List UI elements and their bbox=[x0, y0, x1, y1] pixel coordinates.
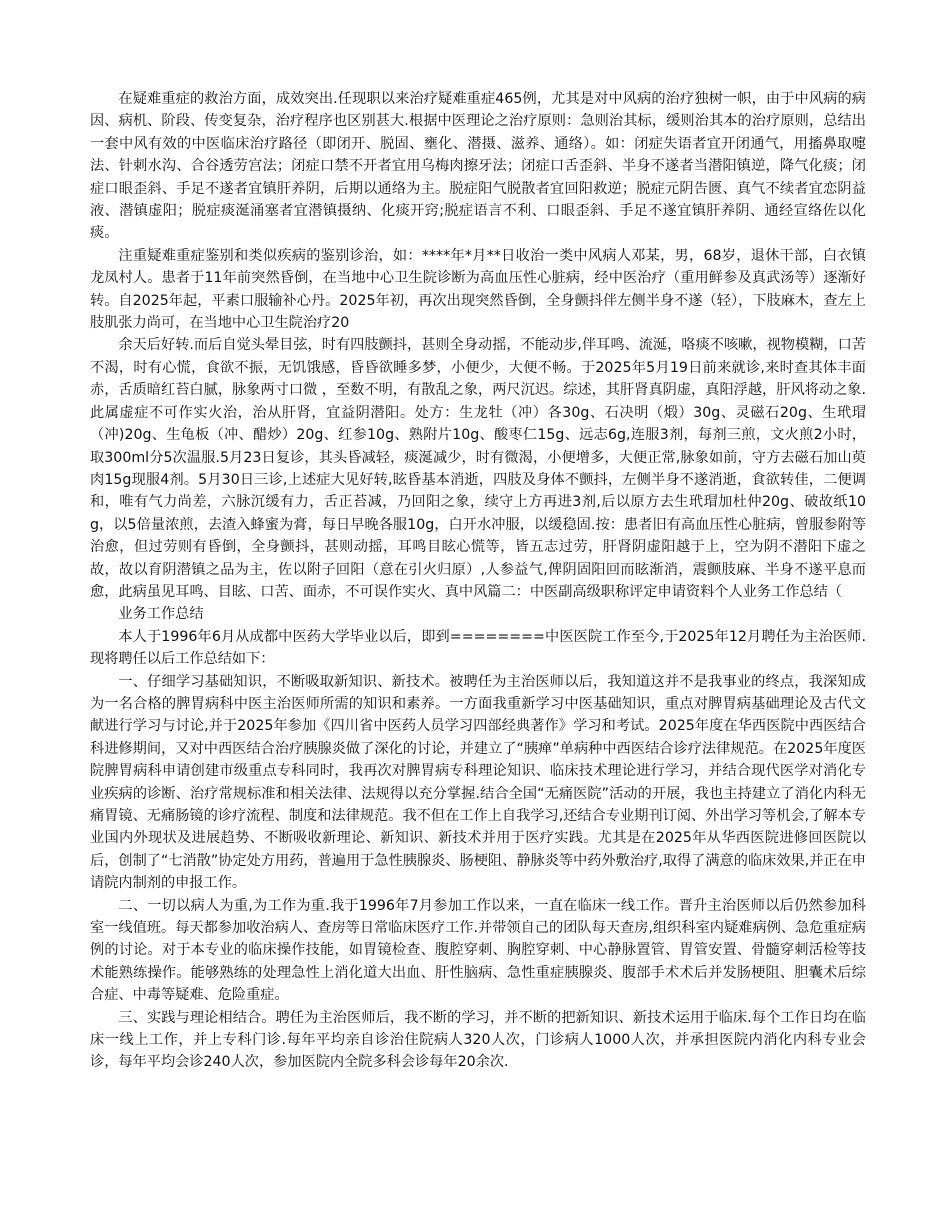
body-paragraph-2: 注重疑难重症鉴别和类似疾病的鉴别诊治，如：****年*月**日收治一类中风病人邓某，男，68岁，退休干部，白衣镇龙凤村人。患者于11年前突然昏倒，在当地中心卫生院诊断为高血压性心脏病，经中医治疗（重用鲜参及真武汤等）逐渐好转。自2025年起，平素口服输补心丹。2025年初，再次出现突然昏倒，全身颤抖伴左侧半身不遂（轻），下肢麻木，查左上肢肌张力尚可，在当地中心卫生院治疗20 bbox=[90, 247, 866, 332]
body-paragraph-1: 在疑难重症的救治方面，成效突出.任现职以来治疗疑难重症465例，尤其是对中风病的治疗独树一帜，由于中风病的病因、病机、阶段、传变复杂，治疗程序也区别甚大.根据中医理论之治疗原则：急则治其标，缓则治其本的治疗原则，总结出一套中风有效的中医临床治疗路径（即闭开、脱固、壅化、潜摄、滋养、通络）。如：闭症失语者宜开闭通气，用搐鼻取嚏法、针刺水沟、合谷透劳宫法；闭症口禁不开者宜用乌梅肉擦牙法；闭症口舌歪斜、半身不遂者当潜阳镇逆，降气化痰；闭症口眼歪斜、手足不遂者宜镇肝养阴，后期以通络为主。脱症阳气脱散者宜回阳救逆；脱症元阴告匮、真气不续者宜恋阴益液、潜镇虚阳；脱症痰涎涌塞者宜潜镇摄纳、化痰开窍;脱症语言不利、口眼歪斜、手足不遂宜镇肝养阴、通经宣络佐以化痰。 bbox=[90, 91, 866, 242]
section-title: 业务工作总结 bbox=[118, 606, 204, 623]
summary-intro-paragraph: 本人于1996年6月从成都中医药大学毕业以后，即到========中医医院工作至今,于2025年12月聘任为主治医师.现将聘任以后工作总结如下： bbox=[90, 628, 866, 668]
summary-paragraph-1: 一、仔细学习基础知识，不断吸取新知识、新技术。被聘任为主治医师以后，我知道这并不是我事业的终点，我深知成为一名合格的脾胃病科中医主治医师所需的知识和素养。一方面我重新学习中医基础知识，重点对脾胃病基础理论及古代文献进行学习与讨论,并于2025年参加《四川省中医药人员学习四部经典著作》学习和考试。2025年度在华西医院中西医结合科进修期间，又对中西医结合治疗胰腺炎做了深化的讨论，并建立了“胰瘅”单病种中西医结合诊疗法律规范。在2025年度医院脾胃病科申请创建市级重点专科同时，我再次对脾胃病专科理论知识、临床技术理论进行学习，并结合现代医学对消化专业疾病的诊断、治疗常规标准和相关法律、法规得以充分掌握.结合全国“无痛医院”活动的开展，我也主持建立了消化内科无痛胃镜、无痛肠镜的诊疗流程、制度和法律规范。我不但在工作上自我学习,还结合专业期刊订阅、外出学习等机会,了解本专业国内外现状及进展趋势、不断吸收新理论、新知识、新技术并用于医疗实践。尤其是在2025年从华西医院进修回医院以后，创制了“七消散”协定处方用药，普遍用于急性胰腺炎、肠梗阻、静脉炎等中药外敷治疗,取得了满意的临床效果,并正在申请院内制剂的申报工作。 bbox=[90, 673, 866, 892]
body-paragraph-3: 余天后好转.而后自觉头晕目弦，时有四肢颤抖，甚则全身动摇，不能动步,伴耳鸣、流涎，咯痰不咳嗽，视物模糊，口苦不渴，时有心慌，食欲不振，无饥饿感，昏昏欲睡多梦，小便少，大便不畅。于2025年5月19日前来就诊,来时查其体丰面赤，舌质暗红苔白腻，脉象两寸口微 ，至数不明，有散乱之象，两尺沉迟。综述，其肝肾真阴虚，真阳浮越，肝风将动之象.此属虚症不可作实火治，治从肝肾，宜益阴潜阳。处方：生龙牡（冲）各30g、石决明（煅）30g、灵磁石20g、生玳瑁（冲)20g、生龟板（冲、醋炒）20g、红参10g、熟附片10g、酸枣仁15g、远志6g,连服3剂，每剂三煎，文火煎2小时，取300ml分5次温服.5月23日复诊，其头昏减轻，痰涎减少，时有微渴，小便增多，大便正常,脉象如前，守方去磁石加山萸肉15g现服4剂。5月30日三诊,上述症大见好转,眩昏基本消逝，四肢及身体不颤抖，左侧半身不遂消逝，食欲转佳，二便调和，唯有气力尚差，六脉沉缓有力，舌正苔减，乃回阳之象，续守上方再进3剂,后以原方去生玳瑁加杜仲20g、破故纸10g，以5倍量浓煎，去渣入蜂蜜为膏，每日早晚各服10g，白开水冲服，以缓稳固.按：患者旧有高血压性心脏病，曾服参附等治愈，但过劳则有昏倒，全身颤抖，甚则动摇，耳鸣目眩心慌等，皆五志过劳，肝肾阴虚阳越于上，空为阴不潜阳下虚之故，故以育阴潜镇之品为主，佐以附子回阳（意在引火归原）,人参益气,俾阴固阳回而眩渐消，震颤肢麻、半身不遂平息而愈，此病虽见耳鸣、目眩、口苦、面赤，不可误作实火、真中风篇二：中医副高级职称评定申请资料个人业务工作总结（ bbox=[90, 337, 866, 600]
summary-paragraph-2: 二、一切以病人为重,为工作为重.我于1996年7月参加工作以来，一直在临床一线工作。晋升主治医师以后仍然参加科室一线值班。每天都参加收治病人、查房等日常临床医疗工作.并带领自己的团队每天查房,组织科室内疑难病例、急危重症病例的讨论。对于本专业的临床操作技能，如胃镜检查、腹腔穿刺、胸腔穿刺、中心静脉置管、胃管安置、骨髓穿刺活检等技术能熟练操作。能够熟练的处理急性上消化道大出血、肝性脑病、急性重症胰腺炎、腹部手术术后并发肠梗阻、胆囊术后综合症、中毒等疑难、危险重症。 bbox=[90, 897, 866, 1004]
summary-paragraph-3: 三、实践与理论相结合。聘任为主治医师后，我不断的学习，并不断的把新知识、新技术运用于临床.每个工作日均在临床一线上工作，并上专科门诊.每年平均亲自诊治住院病人320人次，门诊病人1000人次，并承担医院内消化内科专业会诊，每年平均会诊240人次，参加医院内全院多科会诊每年20余次. bbox=[90, 1009, 866, 1071]
